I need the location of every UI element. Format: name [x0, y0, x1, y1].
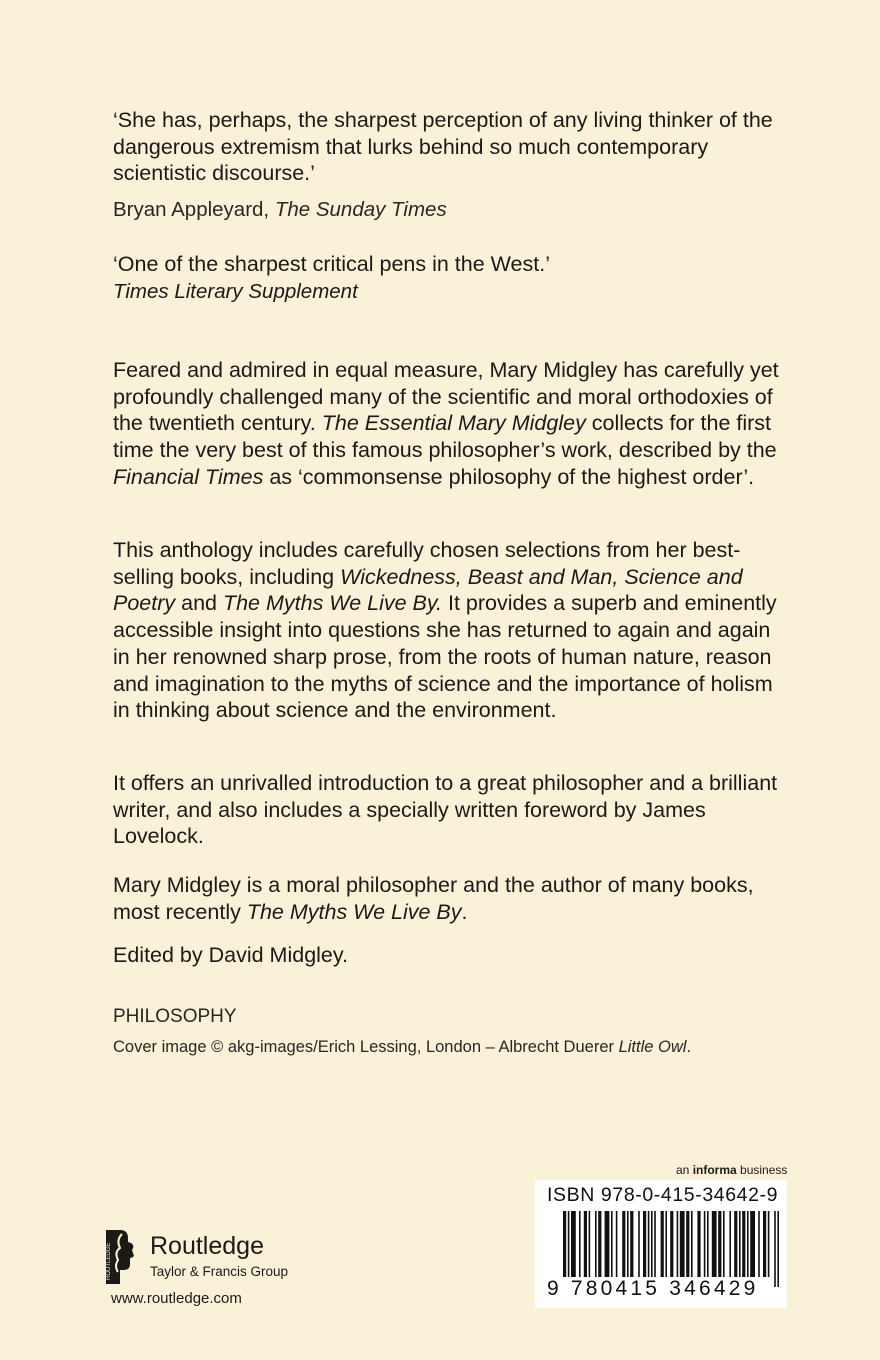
- barcode-bar: [677, 1211, 679, 1277]
- barcode-bar: [665, 1211, 667, 1277]
- review-attribution-2: Times Literary Supplement: [113, 279, 358, 303]
- barcode-bar: [579, 1211, 581, 1277]
- book-title: The Myths We Live By.: [222, 591, 443, 616]
- barcode-bar: [704, 1211, 706, 1277]
- text-run: as ‘commonsense philosophy of the highest order’.: [263, 464, 755, 489]
- barcode-digits: 9 780415 346429: [547, 1277, 759, 1300]
- informa-brand: informa: [692, 1163, 737, 1177]
- text-run: It provides a superb and eminently accessible insight into questions she has returned to again and again in her renowned sharp prose, from the roots of human nature, reason and imagination to the myths of science and the importance of holism in thinking about science and the environment.: [113, 591, 777, 723]
- barcode-bar: [661, 1211, 664, 1277]
- review-attribution-1: [113, 197, 793, 224]
- barcode-bar: [611, 1211, 613, 1277]
- barcode-bar: [712, 1211, 717, 1287]
- barcode-bar: [680, 1211, 685, 1277]
- publisher-url[interactable]: www.routledge.com: [111, 1290, 242, 1307]
- barcode-bar: [563, 1211, 566, 1287]
- barcode-bar: [768, 1211, 770, 1277]
- barcode-bar: [777, 1211, 779, 1287]
- attribution-source: The Sunday Times: [274, 198, 447, 221]
- barcode-bars: [563, 1211, 779, 1287]
- publisher-name: Routledge: [150, 1232, 264, 1260]
- text-run: .: [686, 1038, 692, 1056]
- text-run: Mary Midgley is a moral philosopher and the author of many books, most recently: [113, 873, 754, 924]
- barcode-bar: [742, 1211, 745, 1277]
- barcode-bar: [595, 1211, 597, 1277]
- barcode-bar: [758, 1211, 760, 1277]
- description-paragraph-2: [113, 537, 793, 724]
- text-run: .: [461, 899, 468, 924]
- barcode-bar: [739, 1211, 741, 1277]
- barcode-bar: [651, 1211, 653, 1277]
- barcode-bar: [747, 1211, 749, 1277]
- book-title: The Myths We Live By: [246, 899, 462, 924]
- barcode-bar: [686, 1211, 689, 1277]
- barcode-bar: [630, 1211, 633, 1277]
- svg-text:ROUTLEDGE: ROUTLEDGE: [106, 1242, 112, 1280]
- barcode-bar: [723, 1211, 725, 1277]
- editor-line: Edited by David Midgley.: [113, 943, 349, 967]
- description-paragraph-3: It offers an unrivalled introduction to a great philosopher and a brilliant writer, and also includes a specially written foreword by James Lovelock.: [113, 771, 778, 849]
- review-quote-2: ‘One of the sharpest critical pens in the West.’: [113, 252, 550, 276]
- barcode-bar: [622, 1211, 625, 1277]
- artwork-title: Little Owl: [618, 1038, 687, 1056]
- barcode-bar: [734, 1211, 737, 1277]
- text-run: an: [676, 1163, 693, 1177]
- barcode-bar: [718, 1211, 721, 1287]
- barcode-bar: [670, 1211, 673, 1277]
- category-label: PHILOSOPHY: [113, 1006, 237, 1027]
- isbn-label: ISBN 978-0-415-34642-9: [547, 1184, 779, 1206]
- barcode-bar: [750, 1211, 755, 1277]
- review-2: [113, 251, 793, 305]
- informa-tagline: [676, 1163, 787, 1177]
- text-run: This anthology includes carefully chosen selections from her best-selling books, including: [113, 538, 741, 589]
- review-quote-1: ‘She has, perhaps, the sharpest perception of any living thinker of the dangerous extremism that lurks behind so much contemporary scientistic discourse.’: [113, 108, 773, 186]
- barcode-bar: [568, 1211, 570, 1287]
- publication-name: Financial Times: [113, 464, 264, 489]
- book-titles: Wickedness, Beast and Man, Science and Poetry: [113, 564, 743, 616]
- text-run: and: [175, 591, 223, 616]
- barcode-bar: [627, 1211, 629, 1277]
- barcode-bar: [654, 1211, 656, 1277]
- barcode-icon: [563, 1211, 779, 1287]
- barcode-bar: [605, 1211, 610, 1277]
- text-run: Feared and admired in equal measure, Mary Midgley has carefully yet profoundly challenged many of the scientific and moral orthodoxies of the twentieth century.: [113, 358, 779, 436]
- barcode-bar: [763, 1211, 766, 1277]
- barcode-bar: [691, 1211, 693, 1277]
- description-paragraph-4: [113, 872, 793, 925]
- barcode-bar: [584, 1211, 587, 1277]
- barcode-bar: [707, 1211, 709, 1287]
- text-run: business: [736, 1163, 788, 1177]
- barcode-bar: [571, 1211, 576, 1277]
- routledge-logo: [102, 1228, 332, 1288]
- barcode-bar: [697, 1211, 700, 1277]
- barcode-bar: [616, 1211, 618, 1277]
- book-title: The Essential Mary Midgley: [321, 411, 586, 436]
- barcode-bar: [729, 1211, 731, 1277]
- routledge-profile-icon: [102, 1228, 140, 1286]
- text-run: Cover image © akg-images/Erich Lessing, London – Albrecht Duerer: [113, 1038, 619, 1056]
- cover-credit: [113, 1036, 813, 1058]
- barcode-bar: [648, 1211, 650, 1277]
- barcode-bar: [598, 1211, 601, 1277]
- publisher-group: Taylor & Francis Group: [150, 1264, 289, 1279]
- description-paragraph-1: [113, 357, 793, 491]
- barcode-panel: [535, 1180, 787, 1308]
- barcode-bar: [589, 1211, 591, 1277]
- barcode-bar: [774, 1211, 776, 1287]
- barcode-bar: [638, 1211, 640, 1277]
- text-run: collects for the first time the very best of this famous philosopher’s work, described by the: [113, 411, 777, 463]
- barcode-bar: [643, 1211, 646, 1277]
- attribution-name: Bryan Appleyard,: [113, 198, 275, 221]
